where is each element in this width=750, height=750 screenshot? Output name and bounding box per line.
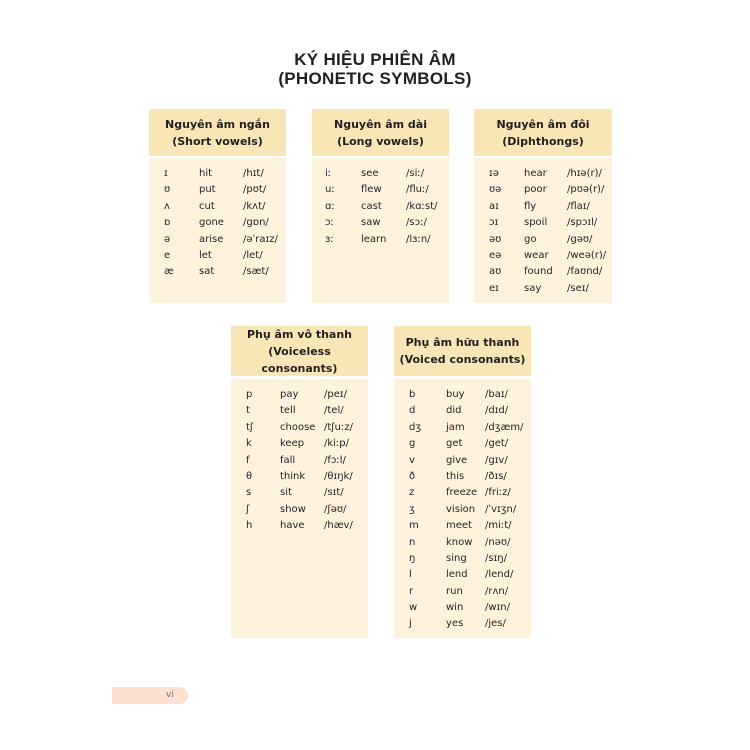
page-number: vi [166, 690, 174, 700]
table-heading: Phụ âm hữu thanh [405, 336, 520, 349]
transcription: /jes/ [485, 618, 506, 630]
example-word: sing [446, 552, 467, 564]
table-row [312, 232, 449, 248]
transcription: /gəʊ/ [567, 233, 593, 245]
transcription: /tel/ [324, 405, 344, 417]
phoneme-symbol: ʊ [164, 184, 171, 196]
table-subheading: (Short vowels) [172, 134, 263, 148]
example-word: gone [199, 217, 224, 229]
transcription: /kɑːst/ [406, 200, 438, 212]
phoneme-symbol: ɪ [164, 168, 168, 179]
example-word: vision [446, 503, 476, 515]
example-word: fall [280, 454, 296, 466]
table-row [312, 199, 449, 215]
table-body [312, 158, 449, 303]
example-word: this [446, 470, 465, 482]
example-word: learn [361, 233, 387, 245]
table-row [149, 199, 286, 215]
table-heading: Nguyên âm dài [334, 117, 427, 131]
table-row [231, 518, 368, 534]
phoneme-symbol: aɪ [489, 200, 499, 212]
example-word: have [280, 520, 305, 532]
voiceless-consonants-table [231, 326, 368, 638]
row-list [394, 387, 531, 633]
example-word: keep [280, 438, 305, 450]
page-subtitle: (PHONETIC SYMBOLS) [278, 69, 472, 88]
example-word: get [446, 438, 463, 450]
table-row [394, 535, 531, 551]
transcription: /fɔːl/ [324, 454, 346, 466]
transcription: /kʌt/ [243, 200, 266, 212]
phoneme-symbol: eɪ [489, 282, 499, 294]
transcription: /fluː/ [406, 184, 429, 196]
example-word: wear [524, 249, 549, 261]
example-word: put [199, 184, 216, 196]
example-word: found [524, 266, 553, 278]
diphthongs-table [474, 109, 612, 303]
table-row [474, 264, 612, 280]
phoneme-symbol: ʊə [489, 184, 502, 196]
example-word: freeze [446, 487, 478, 499]
table-row [394, 584, 531, 600]
voiced-consonants-table [394, 326, 531, 638]
transcription: /miːt/ [485, 520, 512, 532]
phoneme-symbol: tʃ [246, 421, 254, 433]
transcription: /let/ [243, 249, 263, 261]
table-row [474, 199, 612, 215]
phoneme-symbol: r [409, 585, 414, 597]
table-body [149, 158, 286, 303]
phoneme-symbol: ɒ [164, 217, 171, 229]
phoneme-symbol: ə [164, 233, 171, 245]
table-row [394, 403, 531, 419]
table-row [474, 182, 612, 198]
table-row [474, 215, 612, 231]
transcription: /dɪd/ [485, 405, 509, 417]
example-word: flew [361, 184, 382, 196]
table-subheading: (Voiceless consonants) [261, 344, 338, 375]
transcription: /hɪt/ [243, 168, 264, 179]
example-word: win [446, 602, 464, 614]
phoneme-symbol: ɔɪ [489, 217, 499, 229]
example-word: fly [524, 200, 537, 212]
table-subheading: (Voiced consonants) [399, 353, 526, 366]
phoneme-symbol: p [246, 389, 253, 400]
table-row [394, 420, 531, 436]
page-title: KÝ HIỆU PHIÊN ÂM [294, 50, 456, 69]
phoneme-symbol: dʒ [409, 421, 422, 433]
table-row [231, 436, 368, 452]
example-word: give [446, 454, 468, 466]
table-body [394, 379, 531, 638]
table-header [149, 109, 286, 156]
example-word: go [524, 233, 537, 245]
phoneme-symbol: l [409, 569, 412, 581]
table-heading: Nguyên âm đôi [496, 117, 590, 131]
phoneme-symbol: ɜː [325, 233, 334, 245]
phoneme-symbol: s [246, 487, 252, 499]
phoneme-symbol: iː [325, 168, 332, 179]
table-row [149, 264, 286, 280]
table-header [394, 326, 531, 376]
phoneme-symbol: ʒ [409, 503, 415, 515]
phoneme-symbol: w [409, 602, 418, 614]
table-row [149, 215, 286, 231]
phoneme-symbol: b [409, 389, 416, 400]
example-word: sit [280, 487, 292, 499]
table-row [231, 387, 368, 403]
phoneme-symbol: ɪə [489, 168, 499, 179]
table-row [231, 485, 368, 501]
example-word: jam [446, 421, 465, 433]
row-list [231, 387, 368, 535]
phoneme-symbol: t [246, 405, 250, 417]
phoneme-symbol: ɔː [325, 217, 334, 229]
transcription: /lɜːn/ [406, 233, 431, 245]
example-word: sat [199, 266, 215, 278]
transcription: /seɪ/ [567, 282, 589, 294]
example-word: know [446, 536, 473, 548]
phoneme-symbol: ʃ [246, 503, 250, 515]
example-word: see [361, 168, 379, 179]
table-row [149, 166, 286, 182]
table-row [394, 436, 531, 452]
table-heading: Phụ âm vô thanh [247, 327, 352, 341]
transcription: /rʌn/ [485, 585, 509, 597]
example-word: arise [199, 233, 224, 245]
phoneme-symbol: j [409, 618, 412, 630]
transcription: /wɪn/ [485, 602, 510, 614]
transcription: /baɪ/ [485, 389, 508, 400]
table-row [231, 403, 368, 419]
example-word: say [524, 282, 542, 294]
table-row [312, 166, 449, 182]
row-list [312, 166, 449, 248]
phoneme-symbol: ɑː [325, 200, 335, 212]
transcription: /faʊnd/ [567, 266, 603, 278]
phoneme-symbol: ʌ [164, 200, 170, 212]
table-row [394, 600, 531, 616]
phoneme-symbol: z [409, 487, 415, 499]
row-list [474, 166, 612, 297]
transcription: /nəʊ/ [485, 536, 511, 548]
phoneme-symbol: d [409, 405, 416, 417]
table-row [231, 502, 368, 518]
transcription: /dʒæm/ [485, 421, 524, 433]
table-row [394, 453, 531, 469]
table-heading: Nguyên âm ngắn [165, 117, 270, 131]
transcription: /sɪt/ [324, 487, 344, 499]
table-row [474, 281, 612, 297]
phoneme-symbol: f [246, 454, 250, 466]
example-word: tell [280, 405, 296, 417]
table-subheading: (Diphthongs) [502, 134, 584, 148]
table-row [394, 485, 531, 501]
transcription: /gɒn/ [243, 217, 269, 229]
table-row [231, 453, 368, 469]
table-row [474, 232, 612, 248]
phoneme-symbol: n [409, 536, 416, 548]
table-body [231, 379, 368, 638]
transcription: /weə(r)/ [567, 249, 607, 261]
transcription: /əˈraɪz/ [243, 233, 278, 245]
example-word: let [199, 249, 212, 261]
table-row [474, 166, 612, 182]
transcription: /peɪ/ [324, 389, 347, 400]
table-row [394, 518, 531, 534]
phoneme-symbol: əʊ [489, 233, 502, 245]
phoneme-symbol: e [164, 249, 171, 261]
transcription: /hɪə(r)/ [567, 168, 602, 179]
phoneme-symbol: g [409, 438, 416, 450]
transcription: /siː/ [406, 168, 425, 179]
table-row [149, 182, 286, 198]
transcription: /pʊə(r)/ [567, 184, 605, 196]
example-word: poor [524, 184, 547, 196]
example-word: saw [361, 217, 381, 229]
table-row [394, 567, 531, 583]
example-word: did [446, 405, 462, 417]
phoneme-symbol: aʊ [489, 266, 502, 278]
row-list [149, 166, 286, 281]
example-word: yes [446, 618, 464, 630]
transcription: /spɔɪl/ [567, 217, 598, 229]
phoneme-symbol: h [246, 520, 253, 532]
long-vowels-table [312, 109, 449, 303]
phoneme-symbol: eə [489, 249, 502, 261]
transcription: /get/ [485, 438, 509, 450]
transcription: /friːz/ [485, 487, 511, 499]
transcription: /ðɪs/ [485, 470, 507, 482]
table-row [312, 182, 449, 198]
table-row [149, 248, 286, 264]
transcription: /hæv/ [324, 520, 353, 532]
table-row [394, 551, 531, 567]
table-header [474, 109, 612, 156]
table-row [231, 420, 368, 436]
example-word: cut [199, 200, 215, 212]
table-body [474, 158, 612, 303]
phoneme-symbol: uː [325, 184, 335, 196]
example-word: think [280, 470, 306, 482]
table-header [231, 326, 368, 376]
page-number-tab [112, 687, 188, 704]
example-word: cast [361, 200, 382, 212]
transcription: /pʊt/ [243, 184, 267, 196]
table-row [394, 387, 531, 403]
phoneme-symbol: ð [409, 470, 416, 482]
table-row [231, 469, 368, 485]
example-word: buy [446, 389, 465, 400]
phoneme-symbol: ŋ [409, 552, 416, 564]
phoneme-symbol: m [409, 520, 419, 532]
example-word: lend [446, 569, 468, 581]
short-vowels-table [149, 109, 286, 303]
transcription: /sæt/ [243, 266, 269, 278]
transcription: /gɪv/ [485, 454, 508, 466]
table-subheading: (Long vowels) [337, 134, 424, 148]
table-row [394, 469, 531, 485]
example-word: hit [199, 168, 213, 179]
transcription: /ʃəʊ/ [324, 503, 347, 515]
transcription: /ˈvɪʒn/ [485, 503, 517, 515]
table-header [312, 109, 449, 156]
table-row [149, 232, 286, 248]
transcription: /flaɪ/ [567, 200, 590, 212]
table-row [474, 248, 612, 264]
phoneme-symbol: k [246, 438, 252, 450]
phoneme-symbol: v [409, 454, 415, 466]
transcription: /lend/ [485, 569, 514, 581]
table-row [394, 616, 531, 632]
phoneme-symbol: æ [164, 266, 174, 278]
table-row [312, 215, 449, 231]
example-word: spoil [524, 217, 548, 229]
table-row [394, 502, 531, 518]
transcription: /θɪŋk/ [324, 470, 353, 482]
example-word: pay [280, 389, 299, 400]
transcription: /sɪŋ/ [485, 552, 508, 564]
example-word: run [446, 585, 463, 597]
example-word: meet [446, 520, 472, 532]
phoneme-symbol: θ [246, 470, 253, 482]
transcription: /sɔː/ [406, 217, 427, 229]
example-word: hear [524, 168, 547, 179]
example-word: show [280, 503, 306, 515]
transcription: /kiːp/ [324, 438, 350, 450]
example-word: choose [280, 421, 316, 433]
transcription: /tʃuːz/ [324, 421, 353, 433]
